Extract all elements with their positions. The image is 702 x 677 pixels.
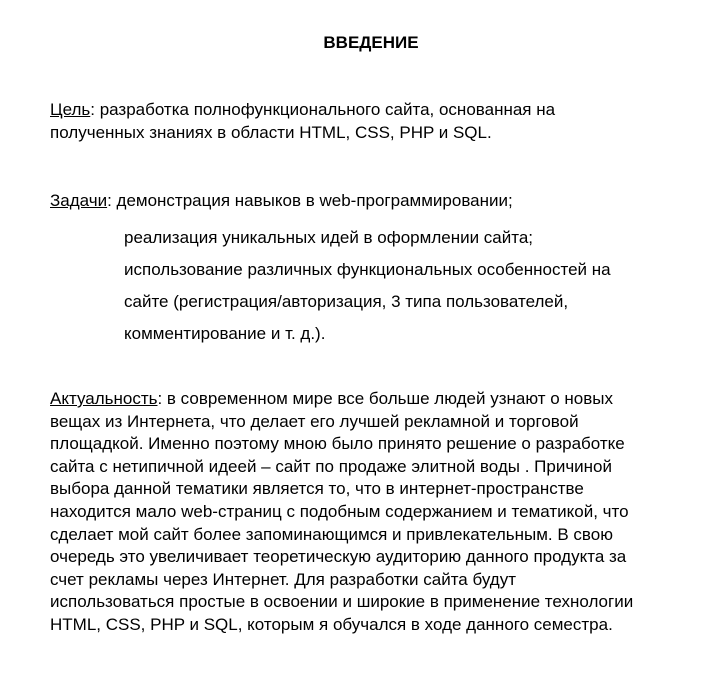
relevance-label: Актуальность — [50, 389, 158, 408]
task-item: использование различных функциональных особенностей на — [124, 260, 611, 279]
goal-label: Цель — [50, 100, 91, 119]
task-item: сайте (регистрация/авторизация, 3 типа пользователей, — [124, 292, 569, 311]
goal-text-1: : разработка полнофункционального сайта, основанная на — [90, 100, 556, 119]
relevance-line: площадкой. Именно поэтому мною было принято решение о разработке — [50, 434, 625, 454]
relevance-line: использоваться простые в освоении и широкие в применение технологии — [50, 592, 634, 612]
page-title: ВВЕДЕНИЕ — [323, 33, 419, 52]
relevance-line: выбора данной тематики является то, что в интернет-пространстве — [50, 479, 584, 499]
relevance-paragraph — [50, 388, 700, 637]
relevance-line: сайта с нетипичной идеей – сайт по продаже элитной воды . Причиной — [50, 456, 613, 476]
relevance-text-1: : в современном мире все больше людей узнают о новых — [157, 389, 613, 408]
tasks-label: Задачи — [50, 191, 108, 210]
task-item: реализация уникальных идей в оформлении сайта; — [124, 228, 534, 247]
tasks-line-1 — [50, 190, 700, 213]
relevance-line: сделает мой сайт более запоминающимся и привлекательным. В свою — [50, 524, 613, 544]
tasks-paragraph — [50, 190, 700, 213]
relevance-line: HTML, CSS, PHP и SQL, которым я обучался в ходе данного семестра. — [50, 614, 613, 634]
goal-line-1 — [50, 99, 700, 122]
relevance-line: счет рекламы через Интернет. Для разработки сайта будут — [50, 569, 516, 589]
goal-paragraph — [50, 99, 700, 144]
relevance-line: очередь это увеличивает теоретическую аудиторию данного продукта за — [50, 547, 627, 567]
goal-line-2: полученных знаниях в области HTML, CSS, PHP и SQL. — [50, 122, 492, 142]
tasks-first-item: : демонстрация навыков в web-программировании; — [107, 191, 513, 210]
relevance-line: вещах из Интернета, что делает его лучшей рекламной и торговой — [50, 411, 579, 431]
relevance-line — [50, 388, 700, 411]
task-item: комментирование и т. д.). — [124, 324, 326, 343]
relevance-line: находится мало web-страниц с подобным содержанием и тематикой, что — [50, 501, 629, 521]
